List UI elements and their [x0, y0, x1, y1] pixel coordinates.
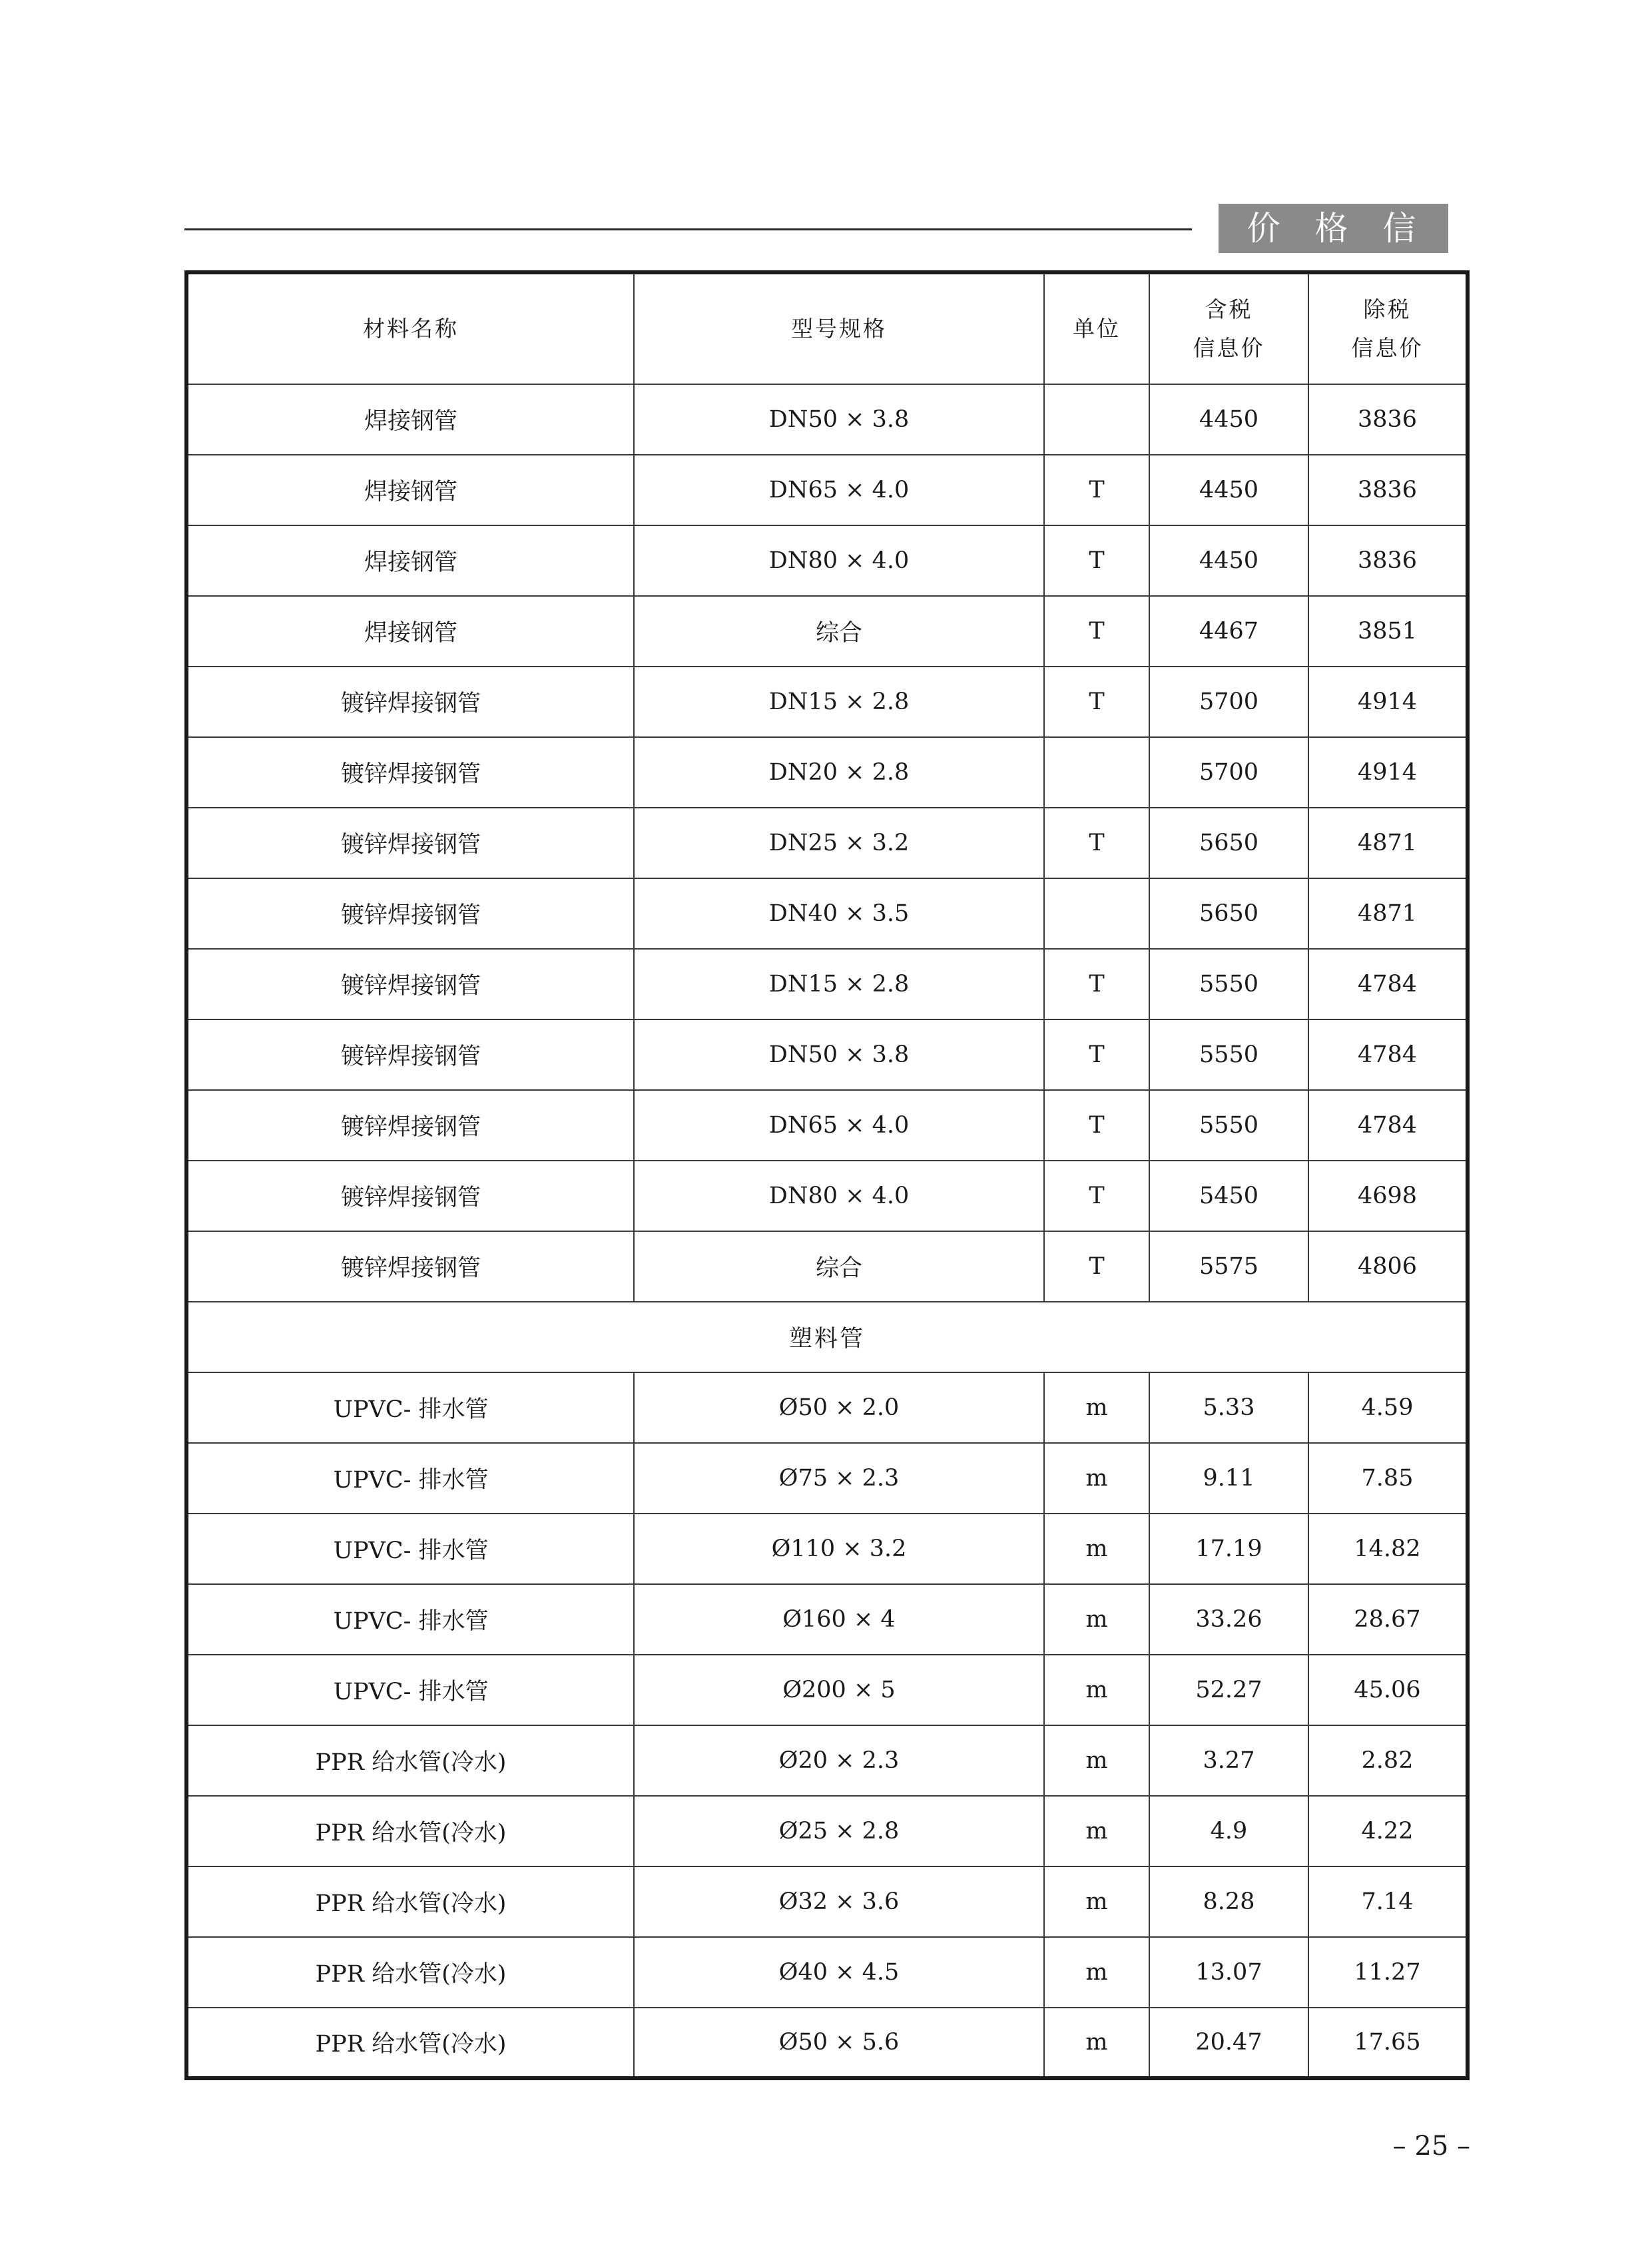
cell-material-name: 镀锌焊接钢管 — [186, 737, 634, 808]
cell-unit: T — [1044, 1090, 1149, 1161]
table-row — [186, 878, 1468, 949]
table-row — [186, 808, 1468, 878]
cell-unit: m — [1044, 1584, 1149, 1655]
cell-price-without-tax: 4784 — [1308, 949, 1468, 1019]
cell-unit: m — [1044, 1655, 1149, 1725]
cell-price-without-tax: 4914 — [1308, 737, 1468, 808]
table-row — [186, 1725, 1468, 1796]
column-header-unit: 单位 — [1044, 272, 1149, 384]
cell-price-without-tax: 2.82 — [1308, 1725, 1468, 1796]
cell-price-with-tax: 4.9 — [1149, 1796, 1308, 1866]
table-row — [186, 1937, 1468, 2008]
cell-spec: DN65 × 4.0 — [634, 1090, 1044, 1161]
cell-unit: T — [1044, 1161, 1149, 1231]
table-row — [186, 1019, 1468, 1090]
cell-material-name: 镀锌焊接钢管 — [186, 667, 634, 737]
cell-unit: T — [1044, 525, 1149, 596]
table-row — [186, 1866, 1468, 1937]
table-row — [186, 1796, 1468, 1866]
cell-spec: DN80 × 4.0 — [634, 1161, 1044, 1231]
table-body — [186, 384, 1468, 2078]
cell-material-name: 镀锌焊接钢管 — [186, 1090, 634, 1161]
cell-price-without-tax: 3836 — [1308, 525, 1468, 596]
cell-price-without-tax: 11.27 — [1308, 1937, 1468, 2008]
cell-spec: Ø200 × 5 — [634, 1655, 1044, 1725]
cell-price-with-tax: 5700 — [1149, 667, 1308, 737]
cell-price-without-tax: 3836 — [1308, 455, 1468, 525]
cell-price-without-tax: 4871 — [1308, 878, 1468, 949]
cell-price-without-tax: 28.67 — [1308, 1584, 1468, 1655]
cell-material-name: 焊接钢管 — [186, 525, 634, 596]
cell-price-without-tax: 4.22 — [1308, 1796, 1468, 1866]
cell-material-name: PPR 给水管(冷水) — [186, 1937, 634, 2008]
table-row — [186, 455, 1468, 525]
cell-spec: DN80 × 4.0 — [634, 525, 1044, 596]
cell-material-name: PPR 给水管(冷水) — [186, 2008, 634, 2078]
page-number: – 25 – — [1392, 2131, 1470, 2161]
cell-material-name: 镀锌焊接钢管 — [186, 1019, 634, 1090]
cell-spec: Ø50 × 5.6 — [634, 2008, 1044, 2078]
cell-spec: DN20 × 2.8 — [634, 737, 1044, 808]
cell-unit — [1044, 384, 1149, 455]
cell-spec: Ø75 × 2.3 — [634, 1443, 1044, 1514]
cell-material-name: 镀锌焊接钢管 — [186, 878, 634, 949]
column-header-price-without-tax — [1308, 272, 1468, 384]
cell-price-with-tax: 5550 — [1149, 1090, 1308, 1161]
cell-material-name: PPR 给水管(冷水) — [186, 1866, 634, 1937]
cell-price-with-tax: 13.07 — [1149, 1937, 1308, 2008]
cell-spec: Ø160 × 4 — [634, 1584, 1044, 1655]
cell-price-without-tax: 3851 — [1308, 596, 1468, 667]
cell-spec: DN15 × 2.8 — [634, 949, 1044, 1019]
cell-price-without-tax: 7.14 — [1308, 1866, 1468, 1937]
cell-price-without-tax: 17.65 — [1308, 2008, 1468, 2078]
cell-unit: m — [1044, 1937, 1149, 2008]
table-row — [186, 596, 1468, 667]
cell-price-with-tax: 20.47 — [1149, 2008, 1308, 2078]
table-row — [186, 1443, 1468, 1514]
cell-unit: m — [1044, 1443, 1149, 1514]
header-rule — [184, 228, 1192, 230]
cell-price-with-tax: 5700 — [1149, 737, 1308, 808]
table-row — [186, 737, 1468, 808]
cell-price-with-tax: 52.27 — [1149, 1655, 1308, 1725]
cell-unit: T — [1044, 1019, 1149, 1090]
cell-spec: Ø20 × 2.3 — [634, 1725, 1044, 1796]
cell-unit: m — [1044, 1372, 1149, 1443]
cell-unit: T — [1044, 455, 1149, 525]
cell-material-name: 焊接钢管 — [186, 455, 634, 525]
table-row — [186, 1655, 1468, 1725]
cell-spec: DN25 × 3.2 — [634, 808, 1044, 878]
cell-spec: Ø25 × 2.8 — [634, 1796, 1044, 1866]
cell-price-without-tax: 14.82 — [1308, 1514, 1468, 1584]
cell-spec: DN50 × 3.8 — [634, 384, 1044, 455]
cell-material-name: UPVC- 排水管 — [186, 1372, 634, 1443]
table-row — [186, 1584, 1468, 1655]
cell-price-without-tax: 4784 — [1308, 1019, 1468, 1090]
cell-price-without-tax: 4914 — [1308, 667, 1468, 737]
table-header-row — [186, 272, 1468, 384]
table-row — [186, 1090, 1468, 1161]
cell-unit: m — [1044, 1866, 1149, 1937]
section-title: 塑料管 — [186, 1302, 1468, 1372]
cell-price-with-tax: 3.27 — [1149, 1725, 1308, 1796]
cell-price-with-tax: 4450 — [1149, 384, 1308, 455]
cell-spec: 综合 — [634, 1231, 1044, 1302]
cell-unit: T — [1044, 949, 1149, 1019]
cell-price-with-tax: 4450 — [1149, 525, 1308, 596]
table-row — [186, 1161, 1468, 1231]
cell-price-without-tax: 4698 — [1308, 1161, 1468, 1231]
column-header-price-with-tax — [1149, 272, 1308, 384]
cell-price-without-tax: 4871 — [1308, 808, 1468, 878]
cell-price-without-tax: 4806 — [1308, 1231, 1468, 1302]
cell-material-name: UPVC- 排水管 — [186, 1584, 634, 1655]
cell-unit: T — [1044, 808, 1149, 878]
cell-price-with-tax: 5650 — [1149, 808, 1308, 878]
cell-material-name: 焊接钢管 — [186, 596, 634, 667]
cell-price-with-tax: 5550 — [1149, 1019, 1308, 1090]
cell-price-without-tax: 4784 — [1308, 1090, 1468, 1161]
cell-unit — [1044, 878, 1149, 949]
table-row — [186, 384, 1468, 455]
cell-unit: T — [1044, 1231, 1149, 1302]
cell-price-with-tax: 8.28 — [1149, 1866, 1308, 1937]
cell-unit: m — [1044, 1725, 1149, 1796]
table-row — [186, 1372, 1468, 1443]
column-header-price-with-tax-line1: 含税 — [1205, 296, 1253, 322]
cell-material-name: UPVC- 排水管 — [186, 1655, 634, 1725]
cell-unit: T — [1044, 667, 1149, 737]
cell-price-without-tax: 4.59 — [1308, 1372, 1468, 1443]
cell-unit: m — [1044, 1514, 1149, 1584]
cell-spec: DN40 × 3.5 — [634, 878, 1044, 949]
cell-material-name: PPR 给水管(冷水) — [186, 1796, 634, 1866]
cell-price-with-tax: 5450 — [1149, 1161, 1308, 1231]
cell-unit: m — [1044, 1796, 1149, 1866]
table-row — [186, 525, 1468, 596]
cell-spec: DN65 × 4.0 — [634, 455, 1044, 525]
cell-price-with-tax: 5650 — [1149, 878, 1308, 949]
cell-price-with-tax: 4450 — [1149, 455, 1308, 525]
cell-price-without-tax: 45.06 — [1308, 1655, 1468, 1725]
cell-material-name: PPR 给水管(冷水) — [186, 1725, 634, 1796]
cell-material-name: 镀锌焊接钢管 — [186, 808, 634, 878]
cell-material-name: 镀锌焊接钢管 — [186, 949, 634, 1019]
cell-price-with-tax: 5575 — [1149, 1231, 1308, 1302]
cell-material-name: UPVC- 排水管 — [186, 1443, 634, 1514]
cell-spec: Ø50 × 2.0 — [634, 1372, 1044, 1443]
column-header-name: 材料名称 — [186, 272, 634, 384]
cell-unit — [1044, 737, 1149, 808]
column-header-price-without-tax-line1: 除税 — [1363, 296, 1412, 322]
column-header-spec: 型号规格 — [634, 272, 1044, 384]
cell-price-with-tax: 5550 — [1149, 949, 1308, 1019]
column-header-price-without-tax-line2: 信息价 — [1351, 335, 1424, 361]
price-table — [184, 270, 1470, 2080]
cell-price-without-tax: 3836 — [1308, 384, 1468, 455]
section-row-plastic-pipe — [186, 1302, 1468, 1372]
cell-price-without-tax: 7.85 — [1308, 1443, 1468, 1514]
cell-material-name: UPVC- 排水管 — [186, 1514, 634, 1584]
cell-material-name: 镀锌焊接钢管 — [186, 1161, 634, 1231]
column-header-price-with-tax-line2: 信息价 — [1193, 335, 1265, 361]
cell-spec: Ø32 × 3.6 — [634, 1866, 1044, 1937]
cell-price-with-tax: 17.19 — [1149, 1514, 1308, 1584]
table-row — [186, 2008, 1468, 2078]
cell-material-name: 焊接钢管 — [186, 384, 634, 455]
cell-price-with-tax: 5.33 — [1149, 1372, 1308, 1443]
cell-material-name: 镀锌焊接钢管 — [186, 1231, 634, 1302]
table-row — [186, 667, 1468, 737]
cell-unit: T — [1044, 596, 1149, 667]
cell-spec: Ø40 × 4.5 — [634, 1937, 1044, 2008]
cell-spec: DN15 × 2.8 — [634, 667, 1044, 737]
cell-spec: DN50 × 3.8 — [634, 1019, 1044, 1090]
table-row — [186, 1514, 1468, 1584]
cell-price-with-tax: 33.26 — [1149, 1584, 1308, 1655]
cell-price-with-tax: 4467 — [1149, 596, 1308, 667]
cell-spec: 综合 — [634, 596, 1044, 667]
cell-spec: Ø110 × 3.2 — [634, 1514, 1044, 1584]
cell-price-with-tax: 9.11 — [1149, 1443, 1308, 1514]
cell-unit: m — [1044, 2008, 1149, 2078]
table-row — [186, 1231, 1468, 1302]
table-row — [186, 949, 1468, 1019]
section-badge: 价 格 信 息 — [1219, 204, 1448, 253]
